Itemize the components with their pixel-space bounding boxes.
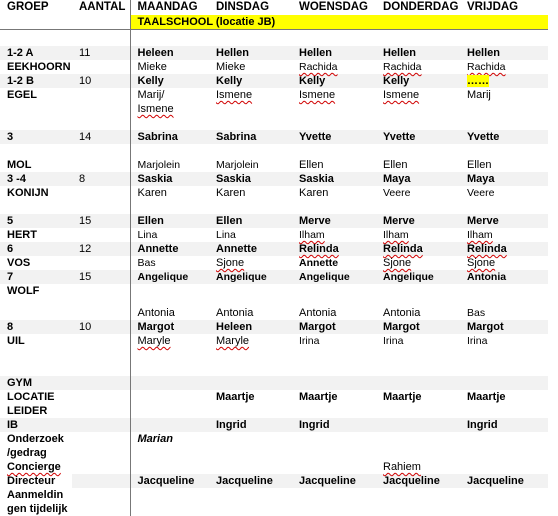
staff-tuesday: Ingrid (209, 418, 292, 432)
teacher-tuesday: Ellen (209, 214, 292, 228)
staff-row (0, 418, 548, 432)
teacher-friday: Yvette (460, 130, 548, 144)
group-row (0, 306, 548, 320)
teacher-thursday: Relinda (383, 243, 423, 255)
teacher-monday-second: Ismene (137, 103, 174, 115)
teacher-thursday: Angelique (376, 270, 460, 284)
teacher-friday: Margot (460, 320, 548, 334)
staff-label: /gedrag (7, 447, 47, 459)
group-name: EGEL (7, 89, 37, 101)
group-count: 10 (72, 320, 130, 334)
teacher-thursday: Margot (376, 320, 460, 334)
teacher-thursday: Merve (376, 214, 460, 228)
group-name: VOS (7, 257, 31, 269)
group-row (0, 186, 548, 200)
staff-row (0, 404, 548, 418)
teacher-friday: Rachida (467, 61, 506, 73)
staff-label: gen tijdelijk (7, 503, 68, 515)
teacher-wednesday: Ilham (299, 229, 325, 241)
group-row (0, 256, 548, 270)
staff-thursday: Maartje (383, 391, 422, 403)
staff-label: Concierge (7, 461, 61, 473)
staff-thursday: Jacqueline (376, 474, 460, 488)
staff-friday: Ingrid (460, 418, 548, 432)
group-row (0, 270, 548, 284)
header-row (0, 0, 548, 15)
group-count: 15 (72, 270, 130, 284)
staff-row (0, 432, 548, 446)
group-name: HERT (7, 229, 37, 241)
teacher-friday: Sjone (467, 257, 496, 269)
group-name: KONIJN (7, 187, 49, 199)
teacher-monday: Heleen (130, 46, 209, 60)
teacher-tuesday: Lina (216, 229, 236, 241)
teacher-friday: Marij (467, 89, 491, 101)
group-name: MOL (7, 159, 32, 171)
staff-row (0, 390, 548, 404)
taalschool-band: TAALSCHOOL (locatie JB) (130, 15, 548, 30)
staff-friday: Jacqueline (460, 474, 548, 488)
teacher-friday: …… (467, 75, 489, 87)
group-name: 7 (0, 270, 72, 284)
teacher-wednesday: Yvette (292, 130, 376, 144)
staff-row (0, 502, 548, 516)
teacher-tuesday: Saskia (209, 172, 292, 186)
staff-label: Aanmeldin (7, 489, 64, 501)
group-row (0, 88, 548, 102)
staff-row (0, 460, 548, 474)
teacher-wednesday: Merve (292, 214, 376, 228)
staff-label: IB (0, 418, 72, 432)
teacher-tuesday: Karen (216, 187, 246, 199)
teacher-monday: Angelique (130, 270, 209, 284)
teacher-friday: Bas (467, 307, 486, 319)
teacher-monday: Maryle (137, 335, 171, 347)
teacher-tuesday: Marjolein (216, 159, 259, 171)
group-row (0, 284, 548, 298)
teacher-wednesday: Ismene (299, 89, 336, 101)
teacher-monday: Ellen (130, 214, 209, 228)
teacher-friday: Irina (467, 335, 488, 347)
staff-wednesday: Jacqueline (292, 474, 376, 488)
teacher-wednesday: Saskia (292, 172, 376, 186)
teacher-tuesday: Ismene (216, 89, 253, 101)
teacher-wednesday: Angelique (292, 270, 376, 284)
teacher-thursday: Maya (376, 172, 460, 186)
group-name: 3 (0, 130, 72, 144)
group-row (0, 228, 548, 242)
group-name: WOLF (7, 285, 40, 297)
teacher-tuesday: Antonia (216, 307, 254, 319)
teacher-wednesday: Annette (299, 257, 339, 269)
group-row (0, 158, 548, 172)
teacher-wednesday: Hellen (292, 46, 376, 60)
teacher-thursday: Ilham (383, 229, 409, 241)
teacher-monday: Saskia (130, 172, 209, 186)
teacher-thursday: Sjone (383, 257, 412, 269)
teacher-monday: Annette (130, 242, 209, 256)
teacher-monday: Marij/ (137, 89, 165, 101)
teacher-monday: Lina (137, 229, 158, 241)
group-count: 11 (72, 46, 130, 60)
header-aantal: AANTAL (72, 0, 130, 15)
teacher-thursday: Ellen (383, 159, 408, 171)
staff-row (0, 376, 548, 390)
teacher-thursday: Irina (383, 335, 404, 347)
teacher-tuesday: Sabrina (209, 130, 292, 144)
teacher-friday: Antonia (460, 270, 548, 284)
header-vrijdag: VRIJDAG (467, 1, 519, 13)
group-count: 12 (72, 242, 130, 256)
group-count: 14 (72, 130, 130, 144)
header-donderdag: DONDERDAG (383, 1, 459, 13)
teacher-friday: Merve (460, 214, 548, 228)
teacher-monday: Marjolein (137, 159, 181, 171)
teacher-wednesday: Kelly (292, 74, 376, 88)
teacher-thursday: Veere (383, 187, 411, 199)
staff-row (0, 474, 548, 488)
group-row (0, 334, 548, 348)
header-groep: GROEP (7, 1, 49, 13)
staff-thursday: Rahiem (383, 461, 421, 473)
teacher-tuesday: Angelique (209, 270, 292, 284)
teacher-monday: Antonia (137, 307, 175, 319)
staff-row (0, 446, 548, 460)
teacher-tuesday: Kelly (209, 74, 292, 88)
staff-row (0, 488, 548, 502)
teacher-thursday: Hellen (376, 46, 460, 60)
group-name: EEKHOORN (7, 61, 71, 73)
header-woensdag: WOENSDAG (299, 1, 368, 13)
group-row (0, 214, 548, 228)
group-row (0, 130, 548, 144)
teacher-friday: Hellen (460, 46, 548, 60)
staff-label: GYM (0, 376, 72, 390)
teacher-wednesday: Rachida (299, 61, 338, 73)
staff-tuesday: Jacqueline (209, 474, 292, 488)
teacher-tuesday: Hellen (209, 46, 292, 60)
taalschool-row (0, 15, 548, 30)
teacher-friday: Ilham (467, 229, 493, 241)
group-row (0, 46, 548, 60)
header-maandag: MAANDAG (137, 1, 198, 13)
group-name: 1-2 B (0, 74, 72, 88)
teacher-monday: Mieke (137, 61, 167, 73)
teacher-monday: Kelly (130, 74, 209, 88)
teacher-wednesday: Antonia (299, 307, 337, 319)
group-row (0, 242, 548, 256)
teacher-wednesday: Karen (299, 187, 329, 199)
group-count: 8 (72, 172, 130, 186)
group-name: 8 (0, 320, 72, 334)
teacher-tuesday: Mieke (216, 61, 246, 73)
teacher-monday: Sabrina (130, 130, 209, 144)
teacher-friday: Veere (467, 187, 495, 199)
staff-wednesday: Maartje (299, 391, 338, 403)
staff-label: LEIDER (7, 405, 48, 417)
teacher-friday: Relinda (467, 243, 507, 255)
teacher-monday: Bas (137, 257, 156, 269)
teacher-tuesday: Annette (209, 242, 292, 256)
teacher-thursday: Yvette (376, 130, 460, 144)
staff-monday: Marian (137, 433, 173, 445)
teacher-tuesday: Sjone (216, 257, 245, 269)
teacher-thursday: Kelly (376, 74, 460, 88)
header-dinsdag: DINSDAG (216, 1, 270, 13)
staff-friday: Maartje (467, 391, 506, 403)
group-name: 3 -4 (0, 172, 72, 186)
teacher-wednesday: Margot (292, 320, 376, 334)
staff-wednesday: Ingrid (292, 418, 376, 432)
group-count: 10 (72, 74, 130, 88)
teacher-thursday: Rachida (383, 61, 422, 73)
teacher-friday: Ellen (467, 159, 492, 171)
group-row (0, 74, 548, 88)
group-row (0, 172, 548, 186)
teacher-thursday: Antonia (383, 307, 421, 319)
group-name: 1-2 A (0, 46, 72, 60)
group-row (0, 320, 548, 334)
group-name: 5 (0, 214, 72, 228)
group-row (0, 60, 548, 74)
teacher-tuesday: Heleen (209, 320, 292, 334)
teacher-friday: Maya (460, 172, 548, 186)
teacher-wednesday: Relinda (299, 243, 339, 255)
teacher-monday: Karen (137, 187, 167, 199)
staff-tuesday: Maartje (216, 391, 255, 403)
teacher-wednesday: Ellen (299, 159, 324, 171)
group-count: 15 (72, 214, 130, 228)
group-name: UIL (7, 335, 25, 347)
staff-label: Onderzoek (7, 433, 64, 445)
teacher-tuesday: Maryle (216, 335, 250, 347)
teacher-monday: Margot (130, 320, 209, 334)
teacher-thursday: Ismene (383, 89, 420, 101)
group-name: 6 (0, 242, 72, 256)
staff-monday: Jacqueline (130, 474, 209, 488)
staff-label: Directeur (0, 474, 72, 488)
teacher-wednesday: Irina (299, 335, 320, 347)
staff-label: LOCATIE (7, 391, 55, 403)
